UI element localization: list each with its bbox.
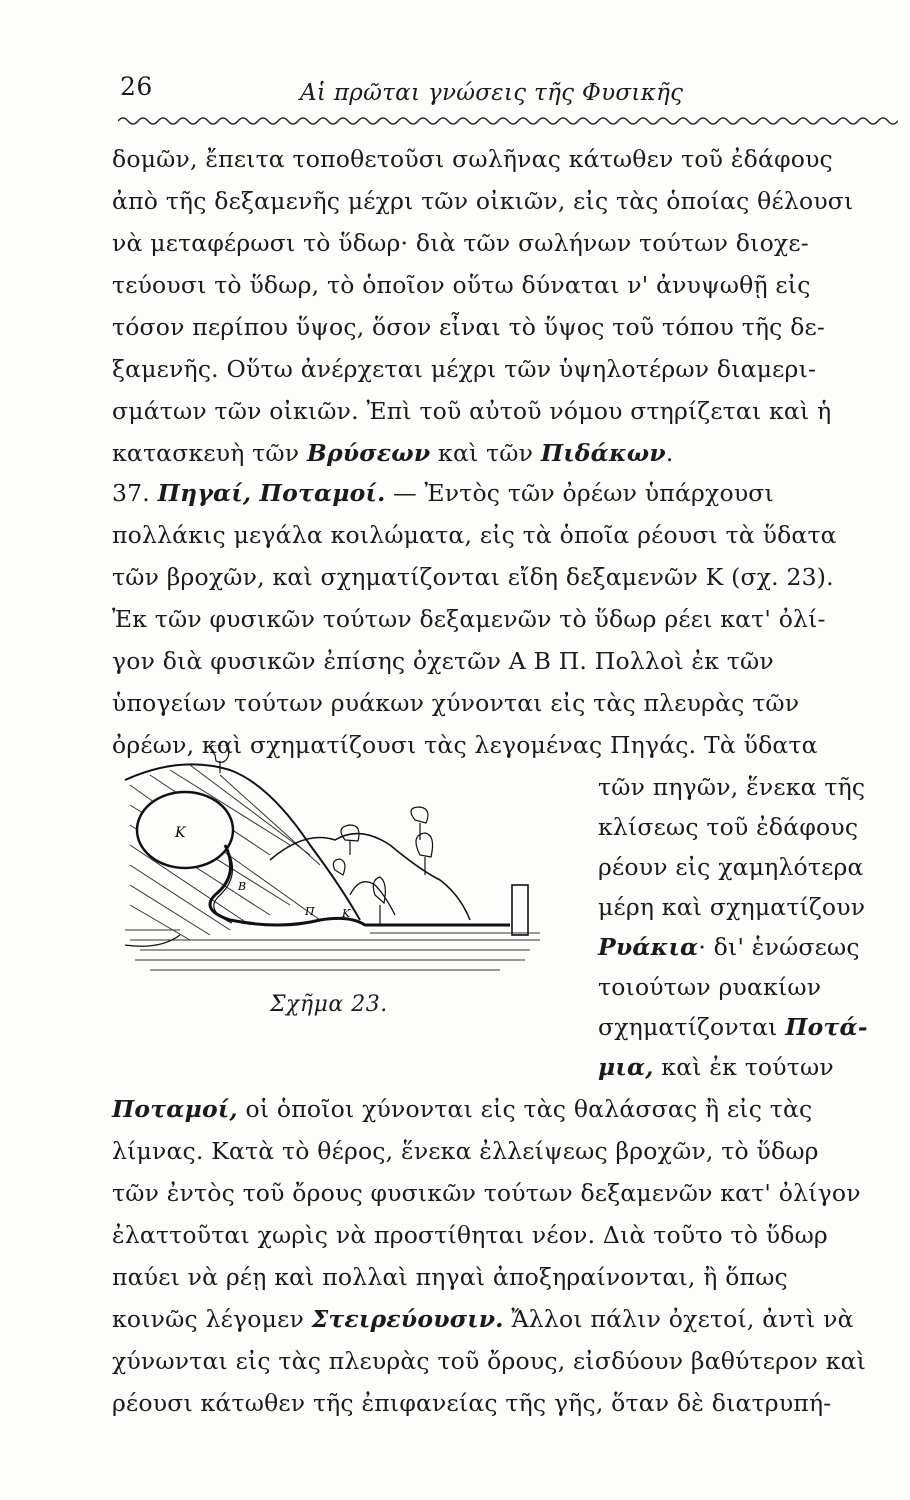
text-line [112,1384,892,1422]
figure-label-reservoir: Κ [175,825,186,841]
text-segment: γον διὰ φυσικῶν ἐπίσης ὀχετῶν Α Β Π. Πολλοὶ ἐκ τῶν [112,647,774,675]
text-segment: κατασκευὴ τῶν [112,439,307,467]
running-head: Αἱ πρῶται γνώσεις τῆς Φυσικῆς [300,80,684,106]
text-segment: ὑπογείων τούτων ρυάκων χύνονται εἰς τὰς πλευρὰς τῶν [112,689,800,717]
text-segment: κοινῶς λέγομεν [112,1305,312,1333]
figure-23-illustration [120,745,545,977]
text-segment: χύνωνται εἰς τὰς πλευρὰς τοῦ ὄρους, εἰσδύουν βαθύτερον καὶ [112,1347,867,1375]
text-segment: τόσον περίπου ὕψος, ὅσον εἶναι τὸ ὕψος τοῦ τόπου τῆς δε- [112,313,826,341]
emphasized-term: Πηγαί, Ποταμοί. [157,479,386,507]
text-segment: . [665,439,674,467]
text-line [598,808,892,846]
text-segment: οἱ ὁποῖοι χύνονται εἰς τὰς θαλάσσας ἢ εἰς τὰς [237,1095,813,1123]
text-segment: Ἄλλοι πάλιν ὀχετοί, ἀντὶ νὰ [503,1305,854,1333]
header-wavy-rule [118,112,898,130]
text-line [598,768,892,806]
text-segment: ρέουν εἰς χαμηλότερα [598,853,864,881]
text-line [112,182,892,220]
figure-label-p: Π [305,905,315,918]
text-line [112,516,892,554]
text-segment: λίμνας. Κατὰ τὸ θέρος, ἕνεκα ἐλλείψεως βροχῶν, τὸ ὕδωρ [112,1137,819,1165]
figure-label-spring: Κ [342,907,351,920]
emphasized-term: Βρύσεων [306,439,431,467]
text-line [112,1258,892,1296]
text-segment: τῶν βροχῶν, καὶ σχηματίζονται εἴδη δεξαμενῶν Κ (σχ. 23). [112,563,834,591]
text-segment: κλίσεως τοῦ ἐδάφους [598,813,859,841]
text-segment: — Ἐντὸς τῶν ὀρέων ὑπάρχουσι [385,479,774,507]
emphasized-term: Πιδάκων [540,439,666,467]
text-line [598,888,892,926]
emphasized-term: μια, [598,1053,654,1081]
text-line [598,848,892,886]
text-segment: ξαμενῆς. Οὕτω ἀνέρχεται μέχρι τῶν ὑψηλοτέρων διαμερι- [112,355,817,383]
text-segment: νὰ μεταφέρωσι τὸ ὕδωρ· διὰ τῶν σωλήνων τούτων διοχε- [112,229,809,257]
text-segment: παύει νὰ ρέῃ καὶ πολλαὶ πηγαὶ ἀποξηραίνονται, ἢ ὅπως [112,1263,788,1291]
text-segment: τεύουσι τὸ ὕδωρ, τὸ ὁποῖον οὕτω δύναται ν' ἀνυψωθῇ εἰς [112,271,811,299]
text-line [112,140,892,178]
text-line [112,642,892,680]
text-line [112,558,892,596]
text-line [598,1008,892,1046]
text-segment: μέρη καὶ σχηματίζουν [598,893,866,921]
text-line [112,600,892,638]
text-line [598,928,892,966]
text-segment: σμάτων τῶν οἰκιῶν. Ἐπὶ τοῦ αὐτοῦ νόμου στηρίζεται καὶ ἡ [112,397,832,425]
text-line [112,434,702,472]
emphasized-term: Ρυάκια [598,933,699,961]
text-segment: · δι' ἑνώσεως [698,933,860,961]
text-line [112,1216,892,1254]
text-segment: ἐλαττοῦται χωρὶς νὰ προστίθηται νέον. Διὰ τοῦτο τὸ ὕδωρ [112,1221,828,1249]
text-line [112,1300,892,1338]
emphasized-term: Στειρεύουσιν. [311,1305,504,1333]
text-segment: ὀρέων, καὶ σχηματίζουσι τὰς λεγομένας Πηγάς. Τὰ ὕδατα [112,731,818,759]
text-line [112,266,892,304]
text-segment: τῶν ἐντὸς τοῦ ὄρους φυσικῶν τούτων δεξαμενῶν κατ' ὀλίγον [112,1179,861,1207]
text-line [112,1132,892,1170]
text-line [112,1174,892,1212]
text-segment: ρέουσι κάτωθεν τῆς ἐπιφανείας τῆς γῆς, ὅταν δὲ διατρυπή- [112,1389,832,1417]
text-line [112,684,892,722]
text-segment: καὶ τῶν [430,439,541,467]
figure-label-b: Β [238,880,247,893]
text-segment: τοιούτων ρυακίων [598,973,822,1001]
text-line [112,474,892,512]
text-segment: ἀπὸ τῆς δεξαμενῆς μέχρι τῶν οἰκιῶν, εἰς τὰς ὁποίας θέλουσι [112,187,854,215]
text-segment: σχηματίζονται [598,1013,786,1041]
text-line [112,308,892,346]
text-line [112,350,892,388]
text-segment: πολλάκις μεγάλα κοιλώματα, εἰς τὰ ὁποῖα ρέουσι τὰ ὕδατα [112,521,837,549]
text-segment: καὶ ἐκ τούτων [653,1053,834,1081]
text-line [112,392,892,430]
text-line [598,1048,892,1086]
text-segment: τῶν πηγῶν, ἕνεκα τῆς [598,773,866,801]
text-line [112,1342,892,1380]
figure-caption: Σχῆμα 23. [270,992,388,1017]
page-number: 26 [120,72,153,101]
emphasized-term: Ποταμοί, [112,1095,238,1123]
text-line [112,224,892,262]
text-segment: δομῶν, ἔπειτα τοποθετοῦσι σωλῆνας κάτωθεν τοῦ ἐδάφους [112,145,833,173]
text-line [598,968,892,1006]
text-segment: 37. [112,479,158,507]
text-segment: Ἐκ τῶν φυσικῶν τούτων δεξαμενῶν τὸ ὕδωρ ρέει κατ' ὀλί- [112,605,826,633]
text-line [112,1090,892,1128]
emphasized-term: Ποτά- [785,1013,868,1041]
